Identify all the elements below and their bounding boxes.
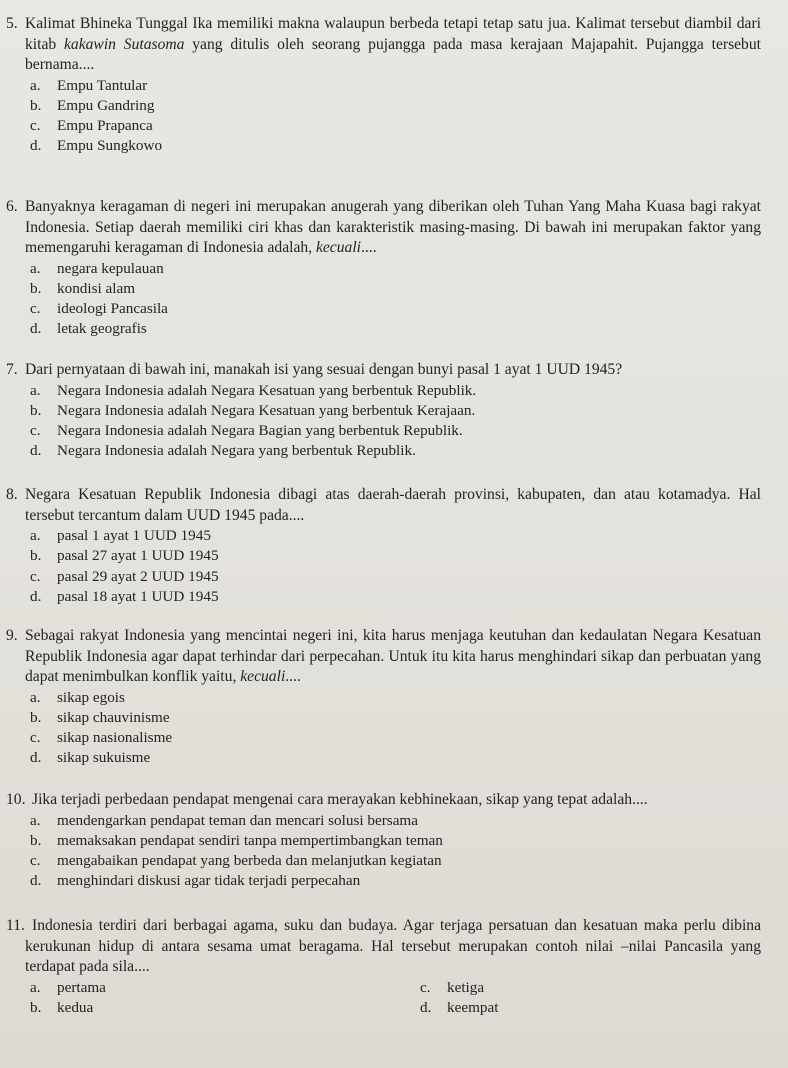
option-a: a. pertama bbox=[30, 978, 106, 996]
option-a: a. sikap egois bbox=[30, 688, 125, 706]
option-c: c. ketiga bbox=[420, 978, 485, 996]
option-d: d. letak geografis bbox=[30, 320, 147, 338]
option-d: d. menghindari diskusi agar tidak terjadi perpecahan bbox=[30, 872, 361, 890]
option-d: d. pasal 18 ayat 1 UUD 1945 bbox=[30, 587, 219, 605]
question-10-stem: 10. Jika terjadi perbedaan pendapat mengenai cara merayakan kebhinekaan, sikap yang tepat adalah.... bbox=[6, 790, 761, 811]
option-d: d. Negara Indonesia adalah Negara yang berbentuk Republik. bbox=[30, 442, 416, 460]
question-11 bbox=[0, 916, 788, 1018]
option-b: b. Negara Indonesia adalah Negara Kesatuan yang berbentuk Kerajaan. bbox=[30, 401, 476, 419]
option-c: c. Negara Indonesia adalah Negara Bagian yang berbentuk Republik. bbox=[30, 422, 463, 439]
question-8-stem: 8. Negara Kesatuan Republik Indonesia dibagi atas daerah-daerah provinsi, kabupaten, dan atau kotamadya. Hal tersebut tercantum dalam UUD 1945 pada.... bbox=[6, 486, 761, 524]
question-number: 6. bbox=[6, 198, 18, 215]
question-11-stem: 11. Indonesia terdiri dari berbagai agama, suku dan budaya. Agar terjaga persatuan dan kesatuan maka perlu dibina kerukunan hidup di antara sesama umat beragama. Hal tersebut merupakan contoh nilai –nilai Pancasila yang terdapat pada sila.... bbox=[6, 917, 761, 976]
question-5-stem: 5. Kalimat Bhineka Tunggal Ika memiliki makna walaupun berbeda tetapi tetap satu jua. Kalimat tersebut diambil dari kitab kakawin Sutasoma yang ditulis oleh seorang pujangga pada masa kerajaan Majapahit. Pujangga tersebut bernama.... bbox=[6, 15, 761, 74]
options-right-column bbox=[300, 978, 600, 1018]
question-number: 10. bbox=[6, 791, 26, 808]
option-b: b. kedua bbox=[30, 998, 94, 1016]
option-a: a. Negara Indonesia adalah Negara Kesatuan yang berbentuk Republik. bbox=[30, 381, 477, 399]
option-a: a. pasal 1 ayat 1 UUD 1945 bbox=[30, 527, 211, 545]
option-c: c. sikap nasionalisme bbox=[30, 729, 173, 747]
option-b: b. memaksakan pendapat sendiri tanpa mempertimbangkan teman bbox=[30, 831, 443, 849]
question-6 bbox=[0, 197, 788, 340]
option-b: b. kondisi alam bbox=[30, 279, 136, 297]
option-a: a. Empu Tantular bbox=[30, 76, 148, 94]
question-10 bbox=[0, 790, 788, 891]
question-5 bbox=[0, 14, 788, 157]
question-9 bbox=[0, 626, 788, 769]
option-c: c. ideologi Pancasila bbox=[30, 300, 168, 318]
option-b: b. Empu Gandring bbox=[30, 96, 155, 114]
question-number: 5. bbox=[6, 15, 18, 32]
option-c: c. mengabaikan pendapat yang berbeda dan melanjutkan kegiatan bbox=[30, 852, 442, 869]
option-d: d. sikap sukuisme bbox=[30, 749, 151, 767]
option-a: a. negara kepulauan bbox=[30, 259, 164, 277]
question-8 bbox=[0, 485, 788, 607]
options-left-column bbox=[0, 978, 300, 1018]
option-a: a. mendengarkan pendapat teman dan mencari solusi bersama bbox=[30, 811, 418, 829]
option-b: b. pasal 27 ayat 1 UUD 1945 bbox=[30, 547, 219, 565]
option-d: d. Empu Sungkowo bbox=[30, 137, 163, 155]
question-number: 9. bbox=[6, 627, 18, 644]
question-9-stem: 9. Sebagai rakyat Indonesia yang mencintai negeri ini, kita harus menjaga keutuhan dan kedaulatan Negara Kesatuan Republik Indonesia agar dapat terhindar dari perpecahan. Untuk itu kita harus menghindari sikap dan perbuatan yang dapat menimbulkan konflik yaitu, kecuali.... bbox=[6, 627, 761, 686]
question-6-stem: 6. Banyaknya keragaman di negeri ini merupakan anugerah yang diberikan oleh Tuhan Yang Maha Kuasa bagi rakyat Indonesia. Setiap daerah memiliki ciri khas dan karakteristik masing-masing. Di bawah ini merupakan faktor yang memengaruhi keragaman di Indonesia adalah, kecuali.... bbox=[6, 198, 761, 257]
option-b: b. sikap chauvinisme bbox=[30, 708, 170, 726]
option-c: c. pasal 29 ayat 2 UUD 1945 bbox=[30, 567, 219, 585]
option-c: c. Empu Prapanca bbox=[30, 117, 153, 135]
question-number: 7. bbox=[6, 361, 18, 378]
option-d: d. keempat bbox=[420, 998, 499, 1016]
question-7 bbox=[0, 360, 788, 461]
options-grid bbox=[0, 978, 600, 1018]
question-number: 11. bbox=[6, 917, 25, 934]
question-number: 8. bbox=[6, 486, 18, 503]
question-7-stem: 7. Dari pernyataan di bawah ini, manakah isi yang sesuai dengan bunyi pasal 1 ayat 1 UUD 1945? bbox=[6, 360, 761, 381]
